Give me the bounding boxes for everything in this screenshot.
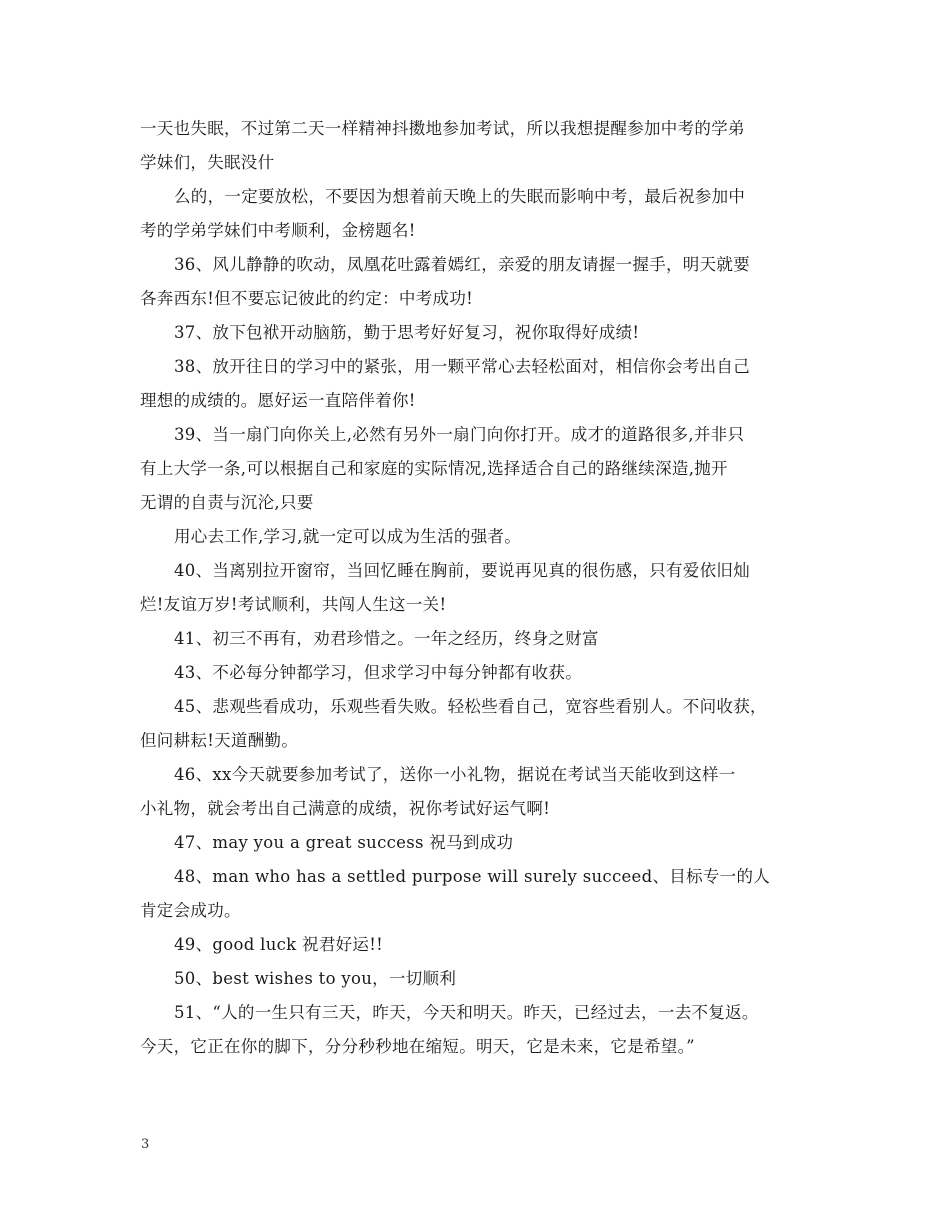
text-line: 47、may you a great success 祝马到成功 bbox=[174, 833, 514, 852]
text-line: 么的，一定要放松，不要因为想着前天晚上的失眠而影响中考，最后祝参加中 bbox=[174, 187, 746, 206]
text-line: 51、“人的一生只有三天，昨天，今天和明天。昨天，已经过去，一去不复返。 bbox=[174, 1003, 759, 1022]
text-line: 48、man who has a settled purpose will surely succeed、目标专一的人 bbox=[174, 867, 771, 886]
text-line: 学妹们，失眠没什 bbox=[140, 153, 275, 172]
page-number: 3 bbox=[141, 1137, 150, 1152]
text-line: 一天也失眠，不过第二天一样精神抖擞地参加考试，所以我想提醒参加中考的学弟 bbox=[140, 119, 745, 138]
text-line: 41、初三不再有，劝君珍惜之。一年之经历，终身之财富 bbox=[174, 629, 599, 648]
text-line: 45、悲观些看成功，乐观些看失败。轻松些看自己，宽容些看别人。不问收获， bbox=[174, 697, 767, 716]
text-line: 考的学弟学妹们中考顺利，金榜题名! bbox=[140, 221, 416, 240]
text-line: 烂!友谊万岁!考试顺利，共闯人生这一关! bbox=[140, 595, 447, 614]
text-line: 用心去工作,学习,就一定可以成为生活的强者。 bbox=[174, 527, 522, 546]
text-line: 50、best wishes to you，一切顺利 bbox=[174, 969, 457, 988]
text-line: 肯定会成功。 bbox=[140, 901, 241, 920]
text-line: 理想的成绩的。愿好运一直陪伴着你! bbox=[140, 391, 416, 410]
text-line: 无谓的自责与沉沦,只要 bbox=[140, 493, 314, 512]
text-line: 49、good luck 祝君好运!! bbox=[174, 935, 384, 954]
text-line: 38、放开往日的学习中的紧张，用一颗平常心去轻松面对，相信你会考出自己 bbox=[174, 357, 750, 376]
text-line: 46、xx今天就要参加考试了，送你一小礼物，据说在考试当天能收到这样一 bbox=[174, 765, 736, 784]
text-line: 43、不必每分钟都学习，但求学习中每分钟都有收获。 bbox=[174, 663, 582, 682]
text-line: 但问耕耘!天道酬勤。 bbox=[140, 731, 299, 750]
text-line: 39、当一扇门向你关上,必然有另外一扇门向你打开。成才的道路很多,并非只 bbox=[174, 425, 745, 444]
text-line: 36、风儿静静的吹动，凤凰花吐露着嫣红，亲爱的朋友请握一握手，明天就要 bbox=[174, 255, 750, 274]
text-line: 有上大学一条,可以根据自己和家庭的实际情况,选择适合自己的路继续深造,抛开 bbox=[140, 459, 728, 478]
text-line: 今天，它正在你的脚下，分分秒秒地在缩短。明天，它是未来，它是希望。” bbox=[140, 1037, 695, 1056]
text-line: 各奔西东!但不要忘记彼此的约定：中考成功! bbox=[140, 289, 474, 308]
text-line: 37、放下包袱开动脑筋，勤于思考好好复习，祝你取得好成绩! bbox=[174, 323, 640, 342]
document-body bbox=[140, 112, 820, 1064]
text-line: 小礼物，就会考出自己满意的成绩，祝你考试好运气啊! bbox=[140, 799, 551, 818]
text-line: 40、当离别拉开窗帘，当回忆睡在胸前，要说再见真的很伤感，只有爱依旧灿 bbox=[174, 561, 750, 580]
